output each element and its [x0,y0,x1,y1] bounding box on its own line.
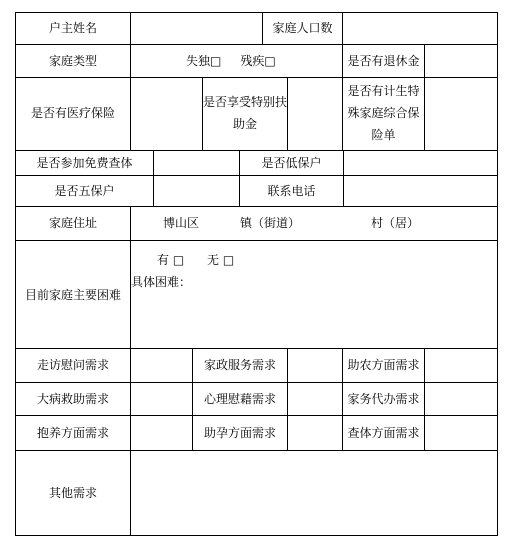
farming-need-label: 助农方面需求 [347,358,420,372]
visit-need-label: 走访慰问需求 [36,358,109,372]
grid-line [287,77,288,150]
address-district: 博山区 [163,216,200,230]
address-label: 家庭住址 [48,216,97,230]
grid-line [15,12,498,13]
household-size-label: 家庭人口数 [272,21,333,35]
grid-line [15,206,498,207]
family-type-options: 失独□ 残疾□ [186,54,276,68]
free-checkup-label: 是否参加免费查体 [36,156,133,170]
grid-line [15,382,498,383]
family-planning-insurance-label: 是否有计生特殊家庭综合保险单 [347,84,420,142]
grid-line [497,12,498,536]
grid-line [15,175,498,176]
minimum-living-label: 是否低保户 [261,156,322,170]
grid-line [15,12,16,536]
grid-line [342,12,343,44]
grid-line [15,77,498,78]
grid-line [15,44,498,45]
illness-aid-need-label: 大病救助需求 [36,392,109,406]
medical-insurance-label: 是否有医疗保险 [30,106,115,120]
grid-line [15,240,498,241]
counseling-need-label: 心理慰藉需求 [203,392,276,406]
grid-line [15,348,498,349]
grid-line [424,77,425,150]
pregnancy-aid-need-label: 助孕方面需求 [203,426,276,440]
five-guarantee-label: 是否五保户 [54,184,115,198]
housekeeping-need-label: 家政服务需求 [203,358,276,372]
grid-line [130,206,131,536]
grid-line [15,415,498,416]
special-support-label: 是否享受特别扶助金 [203,95,288,131]
difficulty-options: 有 □ 无 □ [157,253,235,267]
difficulty-detail-label: 具体困难： [131,275,192,289]
address-village: 村（居） [371,216,420,230]
difficulty-label: 目前家庭主要困难 [24,288,121,302]
grid-line [343,150,344,206]
address-town: 镇（街道） [240,216,301,230]
grid-line [424,348,425,450]
grid-line [15,450,498,451]
retirement-pay-label: 是否有退休金 [347,54,420,68]
family-type-label: 家庭类型 [48,54,97,68]
grid-line [287,348,288,450]
adoption-need-label: 抱养方面需求 [36,426,109,440]
grid-line [15,535,498,536]
grid-line [15,150,498,151]
owner-name-label: 户主姓名 [48,21,97,35]
grid-line [424,44,425,77]
other-need-label: 其他需求 [48,486,97,500]
grid-line [153,150,154,206]
phone-label: 联系电话 [267,184,316,198]
errands-need-label: 家务代办需求 [347,392,420,406]
grid-line [130,12,131,150]
checkup-need-label: 查体方面需求 [347,426,420,440]
